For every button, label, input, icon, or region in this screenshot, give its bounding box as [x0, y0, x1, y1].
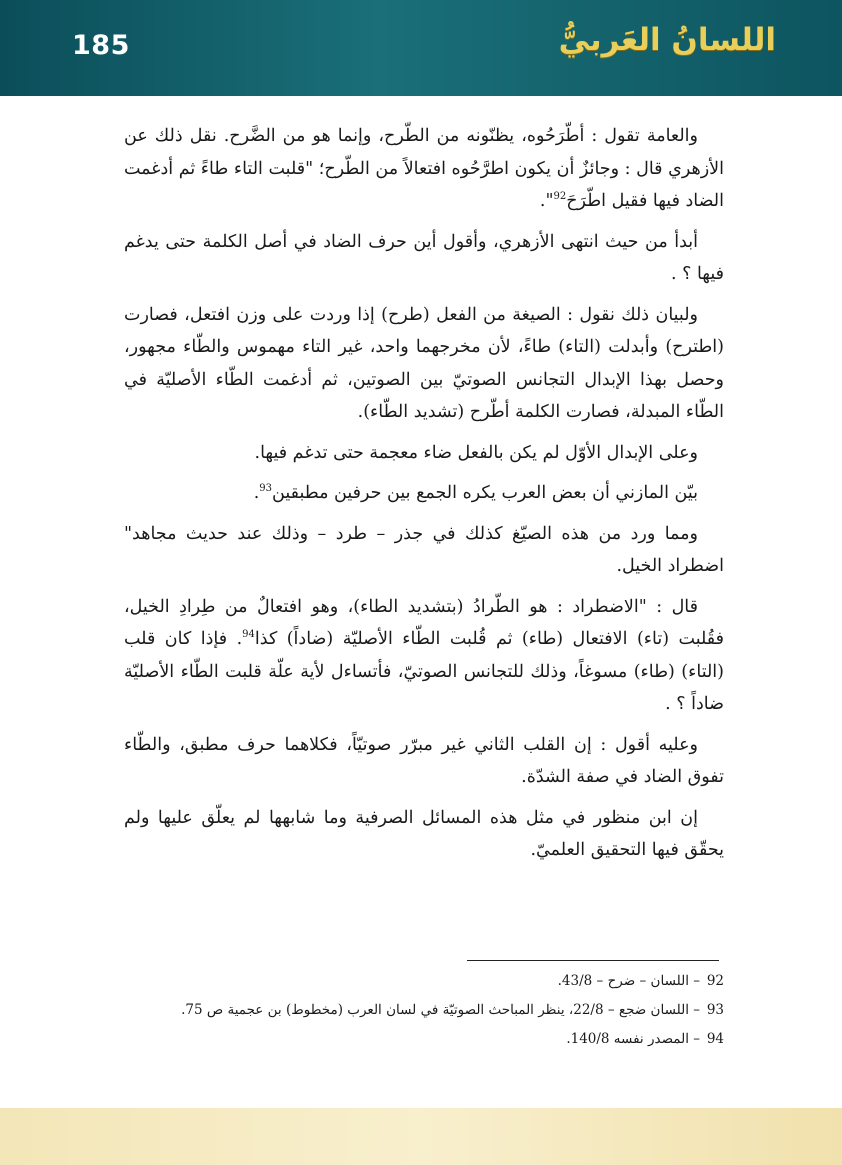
footnote-divider [467, 960, 719, 961]
paragraph: إن ابن منظور في مثل هذه المسائل الصرفية وما شابهها لم يعلّق عليها ولم يحقّق فيها التحقيق العلميّ. [124, 807, 724, 860]
footnote-item [124, 1025, 724, 1054]
footnote-ref: 94 [242, 629, 255, 641]
paragraph: وعليه أقول : إن القلب الثاني غير مبرّر صوتيّاً، فكلاهما حرف مطبق، والطّاء تفوق الضاد في صفة الشدّة. [124, 734, 724, 787]
journal-logo: اللسانُ العَربيُّ [558, 22, 776, 58]
page-footer-band [0, 1108, 842, 1165]
paragraph: قال : "الاضطراد : هو الطّرادُ (بتشديد الطاء)، وهو افتعالٌ من طِرادِ الخيل، فقُلبت (تاء) الافتعال (طاء) ثم قُلبت الطّاء الأصليّة (ضاداً) كذا$^{94}$. فإذا كان قلب (التاء) (طاء) مسوغاً، وذلك للتجانس الصوتيّ، فأتساءل لأية علّة قلبت الطّاء الأصليّة ضاداً ؟ . [124, 596, 724, 714]
footnote-ref: 92 [553, 191, 567, 203]
page-header [0, 0, 842, 96]
paragraph: والعامة تقول : أطّرَحُوه، يظنّونه من الطّرح، وإنما هو من الضَّرح. نقل ذلك عن الأزهري قال : وجائزٌ أن يكون اطرَّحُوه افتعالاً من الطّرح؛ "قلبت التاء طاءً ثم أدغمت الضاد فيها فقيل اطّرَحَ$^{92}$". [124, 126, 724, 211]
footnote-text: – المصدر نفسه 140/8. [566, 1031, 700, 1047]
footnote-item [124, 996, 724, 1025]
footnote-text: – اللسان – ضرح – 43/8. [557, 973, 700, 989]
paragraph: أبدأ من حيث انتهى الأزهري، وأقول أين حرف الضاد في أصل الكلمة حتى يدغم فيها ؟ . [124, 231, 724, 284]
paragraph: بيّن المازني أن بعض العرب يكره الجمع بين حرفين مطبقين$^{93}$. [253, 483, 698, 503]
paragraph: وعلى الإبدال الأوّل لم يكن بالفعل ضاء معجمة حتى تدغم فيها. [254, 442, 698, 463]
footnote-number: 93 [706, 1002, 724, 1018]
footnote-item [124, 967, 724, 996]
footnote-number: 94 [706, 1031, 724, 1047]
footnote-ref: 93 [259, 483, 273, 495]
paragraph: ومما ورد من هذه الصيّغ كذلك في جذر – طرد – وذلك عند حديث مجاهد" اضطراد الخيل. [124, 523, 724, 576]
footnote-text: – اللسان ضجع – 22/8، ينظر المباحث الصوتيّة في لسان العرب (مخطوط) بن عجمية ص 75. [181, 1002, 700, 1018]
article-body [124, 120, 724, 875]
page-number: 185 [72, 30, 130, 61]
footnote-number: 92 [706, 973, 724, 989]
footnotes [124, 967, 724, 1054]
paragraph: ولبيان ذلك نقول : الصيغة من الفعل (طرح) إذا وردت على وزن افتعل، فصارت (اطترح) وأبدلت (التاء) طاءً، لأن مخرجهما واحد، غير التاء مهموس والطّاء مجهور، وحصل بهذا الإبدال التجانس الصوتيّ بين الصوتين، ثم أدغمت الطّاء الأصليّة في الطّاء المبدلة، فصارت الكلمة أطّرح (تشديد الطّاء). [124, 304, 724, 422]
